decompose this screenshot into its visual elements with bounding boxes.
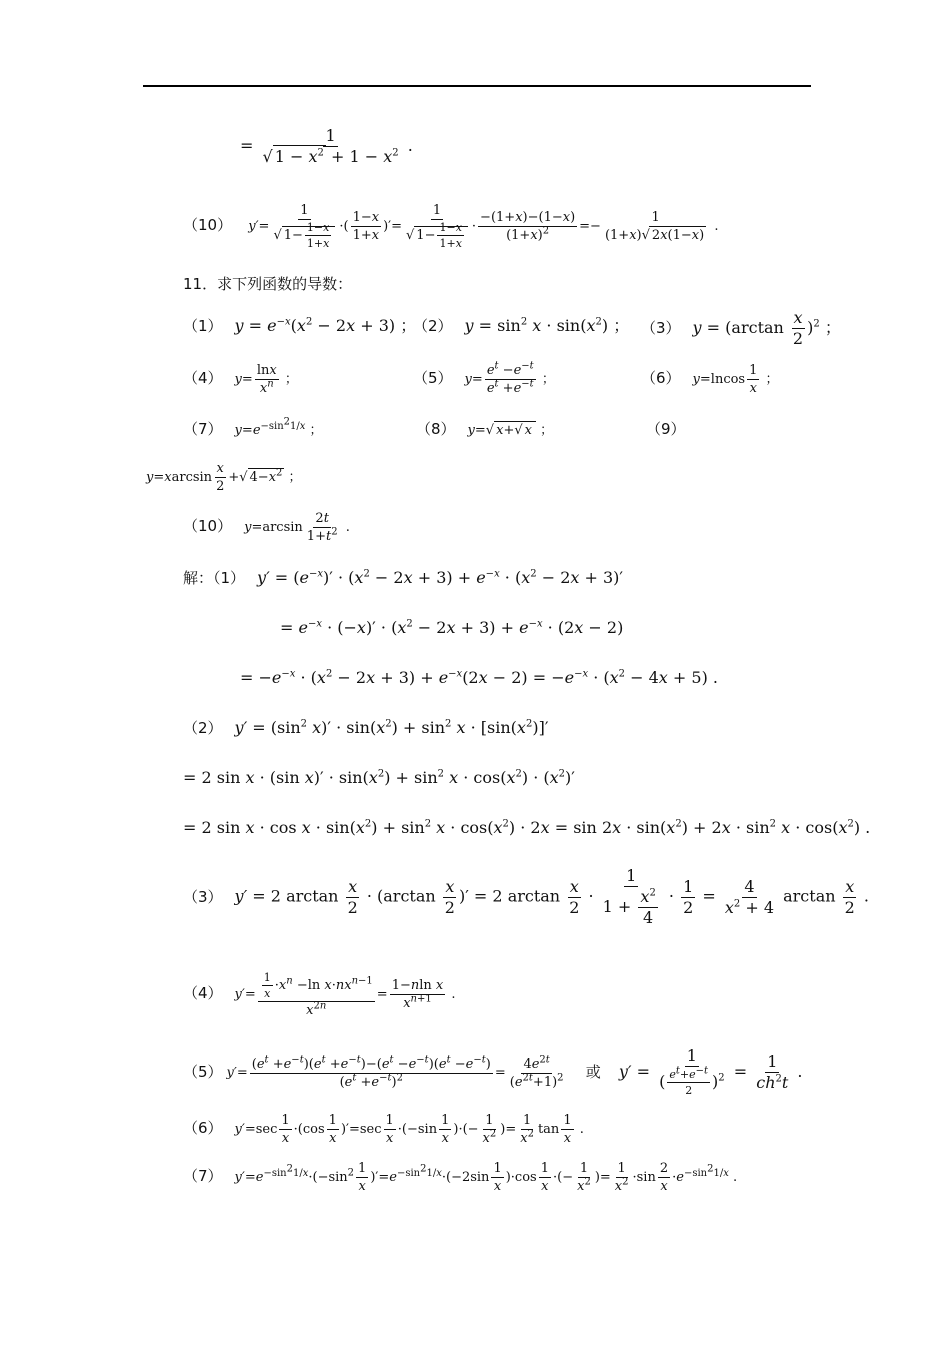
problem-8: （8） y=√ x+√ x ；: [416, 420, 554, 438]
problem-10: （10） y=arcsin $\frac{2t}{1+t^2}$ .: [183, 511, 350, 544]
problem-9-label: （9）: [646, 420, 686, 438]
solution-3: （3） y′ = 2 arctan $\frac{x}{2}$ · (arctan $\frac{x}{2}$ )′ = 2 arctan $\frac{x}{2}$ · 1 1 + $\frac{x^2}{4}$ · $\frac{1}{2}$ = $\frac{4}{x^2 + 4}$ arctan $\frac{x}{2}$ .: [183, 866, 869, 927]
header-rule: [143, 85, 811, 87]
solution-2-line1: （2） $y' = (\sin^2$ $x)' \cdot \sin(x^2) + \sin^2 x \cdot [\sin(x^2)]'$: [183, 718, 549, 737]
solution-2-line3: = 2 $\sin x \cdot \cos x \cdot \sin(x^2) + \sin^2 x \cdot \cos(x^2) \cdot 2x = \sin 2x \cdot \sin(x^2) + 2x \cdot \sin^2 x \cdot \cos(x^2)$ .: [183, 818, 871, 837]
solution-7: （7） $y'=e^{-sin^21/x}\cdot(-\sin^2$ $\frac{1}{x}$ )$'=e^{-sin^21/x}\cdot(-2\sin$ $\frac{1}{x}$ )·cos $\frac{1}{x}$ ·(− $\frac{1}{x^2}$ )= $\frac{1}{x^2}$ ·sin $\frac{2}{x}$ $\cdot e^{-sin^21/x}$ .: [183, 1161, 738, 1194]
solution-1-line3: = $-e^{-x} \cdot (x^2 - 2x + 3) + e^{-x}(2x - 2) = -e^{-x} \cdot (x^2 - 4x + 5)$ .: [240, 668, 718, 687]
formula-prev-tail: = $\frac{1}{√ 1 - x^2 + 1 - x^2}$ .: [240, 126, 413, 166]
solution-5: （5） y′= $\frac{(e^t +e^{-t})(e^t +e^{-t})-(e^t -e^{-t})(e^t -e^{-t})}{(e^t +e^{-t})^2}$ = $\frac{4e^{2t}}{(e^{2t}+1)^2}$ 或 y′ = 1 ( $\frac{e^t+e^{-t}}{2}$ )$^2$ = $\frac{1}{ch^2t}$ .: [183, 1046, 803, 1097]
problem-9: y=xarcsin $\frac{x}{2}$ +√ $4-x^2$ ；: [146, 461, 302, 494]
problem-5: （5） y= $\frac{e^t -e^{-t}}{e^t +e^{-t}}$ ；: [413, 360, 555, 396]
problem-7: （7） $y=e^{-sin^21/x}$ ；: [183, 416, 323, 438]
solution-1-line2: = $e^{-x} \cdot (-x)' \cdot (x^2 - 2x + 3) + e^{-x} \cdot (2x - 2)$: [280, 618, 624, 637]
problem-6: （6） y=lncos $\frac{1}{x}$ ；: [641, 363, 779, 396]
problem-3: （3） y = (arctan $\frac{x}{2}$ )$^2$ ；: [641, 308, 841, 348]
formula-10-derivative: （10） y′= 1 √ 1− $\frac{1-x}{1+x}$ ·( $\frac{1-x}{1+x}$ )′= 1 √ 1− $\frac{1-x}{1+x}$ · $\frac{-(1+x)-(1-x)}{(1+x)^2}$ =− $\frac{1}{(1+x)√ 2x(1-x)}$ .: [183, 203, 719, 250]
solution-4: （4） y′= $\frac{1}{x}$ $\cdot x^n -\ln$ $x\cdot nx^{n-1}$ $x^{2n}$ = $\frac{\text{1−nln x}}{x^{n+1}}$ .: [183, 971, 456, 1018]
problem-1: （1） $y = e^{-x}(x^2 - 2x + 3)$ ；: [183, 316, 417, 335]
problem-4: （4） y= $\frac{\ln x}{x^n}$ ；: [183, 363, 298, 396]
solution-6: （6） y′=sec $\frac{1}{x}$ ·(cos $\frac{1}{x}$ )′=sec $\frac{1}{x}$ ·(−sin $\frac{1}{x}$ )·(− $\frac{1}{x^2}$ )= $\frac{1}{x^2}$ tan $\frac{1}{x}$ .: [183, 1113, 584, 1146]
solution-1-line1: 解：（1） $y' = (e^{-x})' \cdot (x^2 - 2x + 3) + e^{-x} \cdot (x^2 - 2x + 3)'$: [183, 568, 624, 587]
problem-heading: 11．求下列函数的导数：: [183, 275, 353, 293]
solution-2-line2: = 2 sin x · (sin $x)' \cdot \sin(x^2) + \sin^2 x \cdot \cos(x^2) \cdot (x^2)'$: [183, 768, 575, 787]
problem-2: （2） $y = \sin^2 x \cdot \sin(x^2)$ ；: [413, 316, 630, 335]
